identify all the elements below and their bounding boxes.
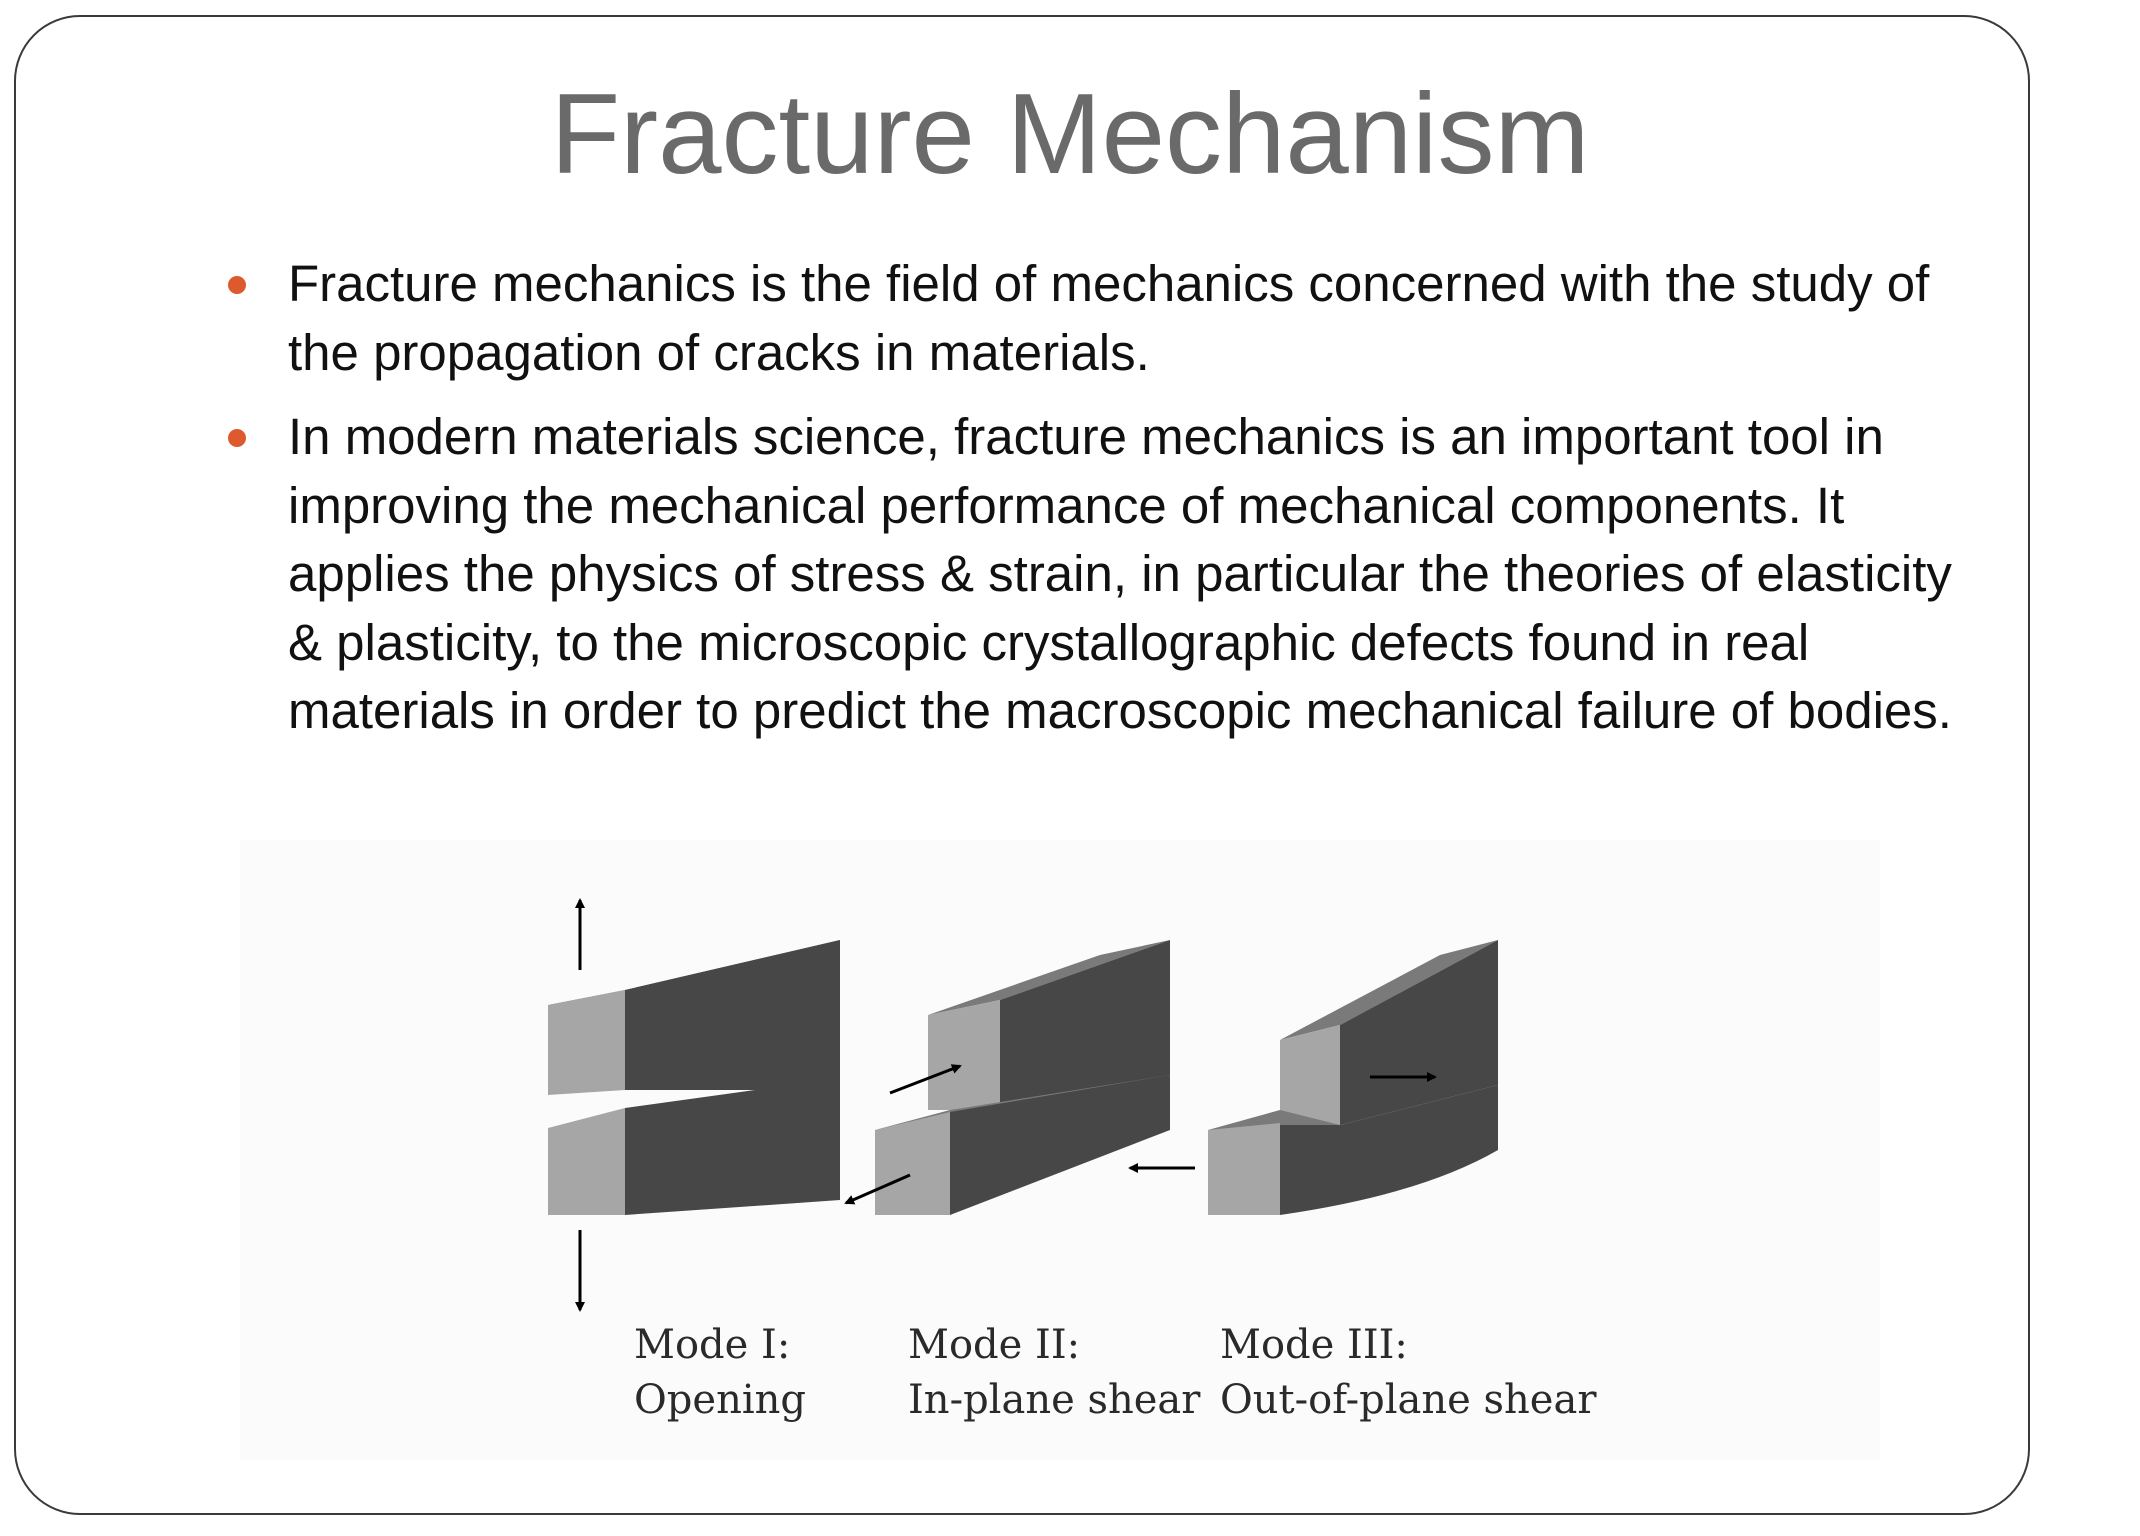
- mode-3-description: Out-of-plane shear: [1220, 1377, 1597, 1423]
- mode-3-label-clip: [1220, 1318, 1597, 1438]
- mode-labels: [240, 840, 1880, 1460]
- mode-2-label: [908, 1318, 1200, 1428]
- slide-title: Fracture Mechanism: [550, 71, 1590, 198]
- fracture-modes-figure: [240, 840, 1880, 1460]
- bullet-text-2: In modern materials science, fracture mechanics is an important tool in improving the mechanical performance of mechanical components. It applies the physics of stress & strain, in particular the theories of elasticity & plasticity, to the microscopic crystallographic defects found in real materials in order to predict the macroscopic mechanical failure of bodies.: [288, 408, 1952, 739]
- mode-1-name: Mode I:: [634, 1322, 791, 1368]
- bullet-item-2: [288, 403, 1968, 746]
- mode-2-name: Mode II:: [908, 1322, 1081, 1368]
- mode-1-label: [634, 1318, 806, 1428]
- bullet-dot-icon: [228, 276, 246, 294]
- mode-3-label: [1220, 1318, 1596, 1428]
- mode-3-name: Mode III:: [1220, 1322, 1408, 1368]
- mode-2-description: In-plane shear: [908, 1377, 1201, 1423]
- bullet-text-1: Fracture mechanics is the field of mechanics concerned with the study of the propagation of cracks in materials.: [288, 255, 1930, 381]
- bullet-dot-icon: [228, 429, 246, 447]
- bullet-item-1: [288, 250, 1968, 387]
- bullet-list: [288, 250, 1968, 762]
- mode-1-description: Opening: [634, 1377, 806, 1423]
